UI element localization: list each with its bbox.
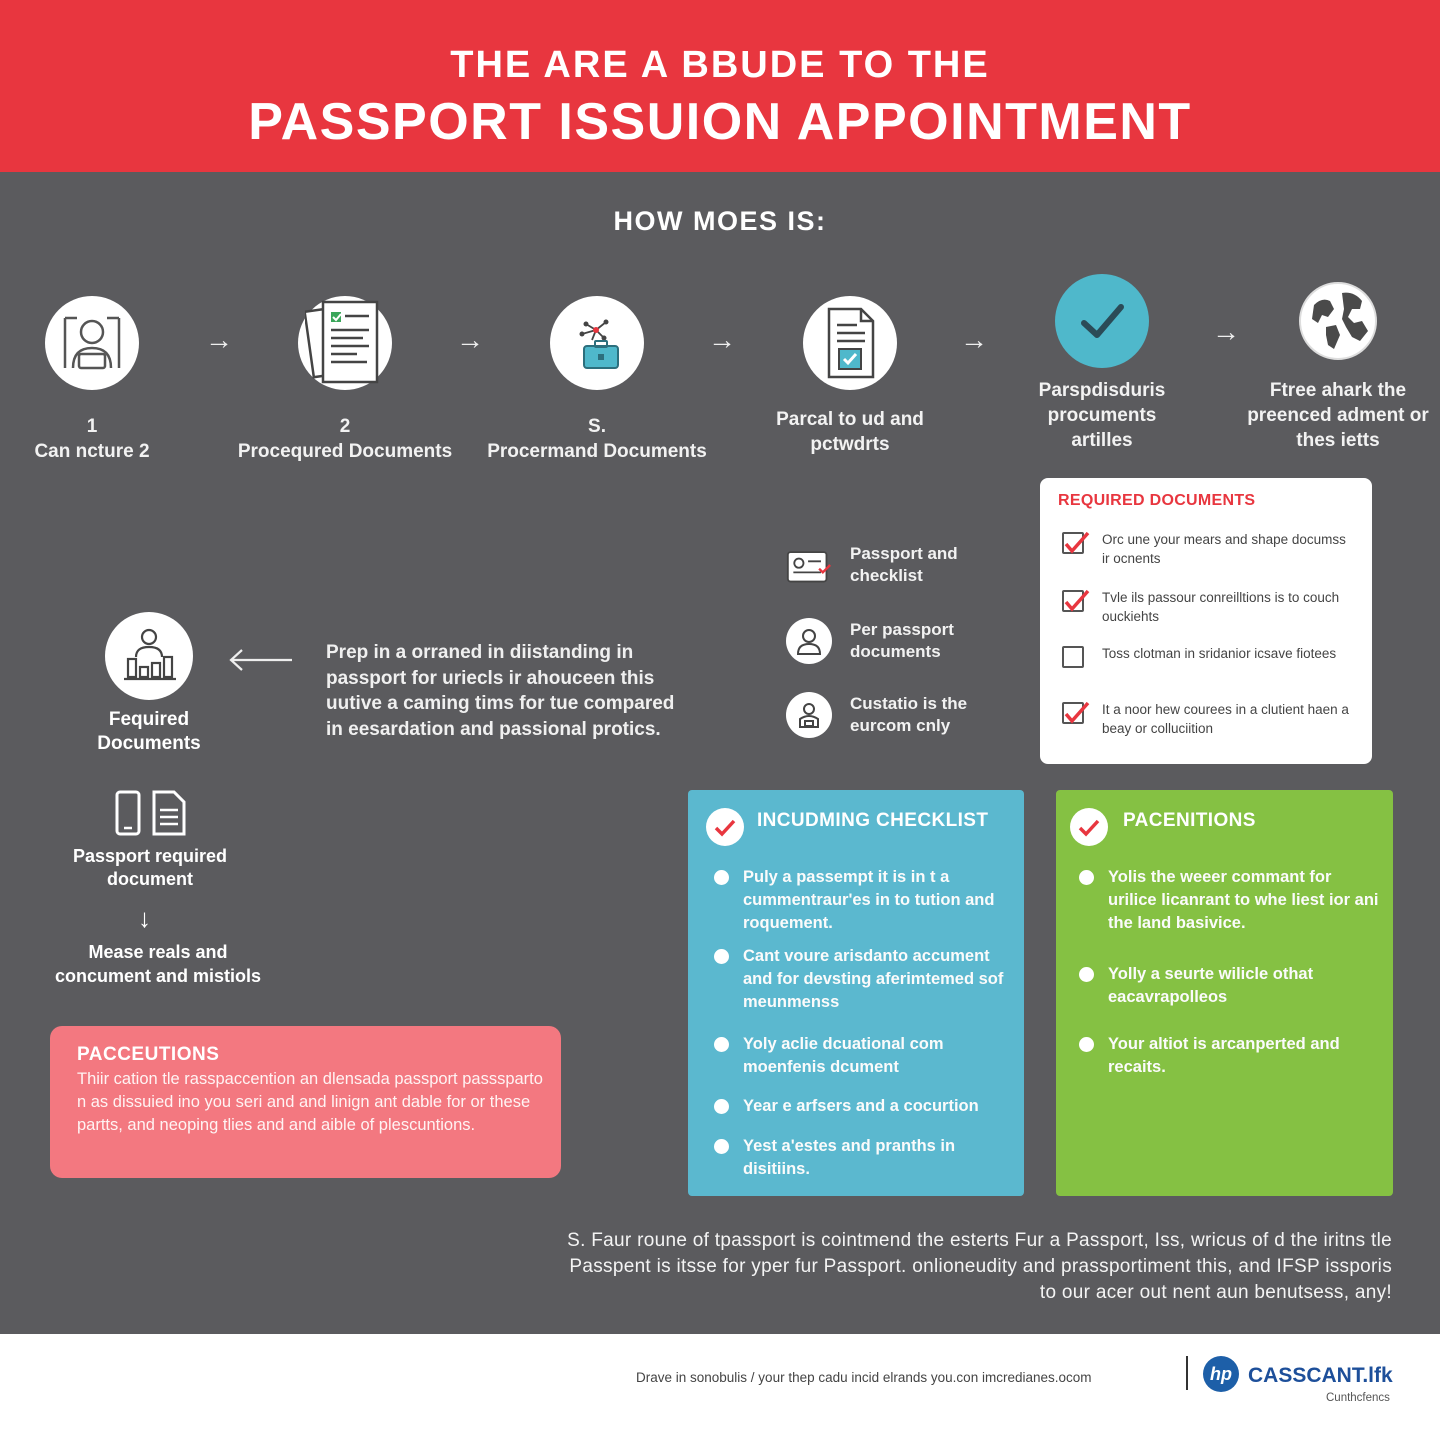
- footer-divider: [1186, 1356, 1188, 1390]
- user-badge-icon: [786, 692, 832, 738]
- list-item: [1079, 1033, 1383, 1079]
- bullet-icon: [1079, 870, 1094, 885]
- brand-logo-icon: hp: [1203, 1356, 1239, 1392]
- incoming-checklist-title: INCUDMING CHECKLIST: [757, 810, 989, 831]
- documents-icon: [298, 296, 392, 390]
- pacenitions-title: PACENITIONS: [1123, 810, 1256, 831]
- arrow-down-icon: ↓: [138, 903, 151, 933]
- step-label: Can ncture 2: [34, 441, 150, 462]
- bullet-icon: [714, 949, 729, 964]
- list-item: [714, 1135, 1013, 1181]
- checkbox-checked[interactable]: [1062, 590, 1084, 612]
- checkbox-checked[interactable]: [1062, 532, 1084, 554]
- step-number: 1: [86, 416, 98, 437]
- checklist-row[interactable]: [1062, 588, 1352, 626]
- measure-label: Mease reals and concument and mistiols: [54, 942, 262, 986]
- arrow-right-icon: →: [708, 324, 736, 355]
- flow-circle-label: Fequired Documents: [97, 709, 201, 754]
- step-6: [1228, 274, 1440, 453]
- step-1: [0, 296, 202, 464]
- list-item: [714, 1095, 1013, 1118]
- phone-document-icon: [114, 790, 188, 838]
- step-4: [740, 296, 960, 457]
- step-label: Parcal to ud and pctwdrts: [776, 409, 924, 455]
- list-item: [714, 945, 1013, 1014]
- required-documents-card: [1040, 478, 1372, 764]
- bullet-icon: [714, 1037, 729, 1052]
- incoming-checklist-card: [688, 790, 1024, 1196]
- list-item-text: Puly a passempt it is in t a cummentraur'es in to tution and roquement.: [743, 868, 995, 932]
- footer: [0, 1334, 1440, 1440]
- step-3: [487, 296, 707, 464]
- document-check-icon: [803, 296, 897, 390]
- arrow-right-icon: →: [456, 324, 484, 355]
- mid-list-item: [786, 618, 1000, 664]
- bullet-icon: [714, 1139, 729, 1154]
- step-label: Ftree ahark the preenced adment or thes ietts: [1247, 380, 1429, 451]
- list-item-text: Your altiot is arcanperted and recaits.: [1108, 1035, 1340, 1076]
- flow-description: Prep in a orraned in diistanding in passport for uriecls ir ahouceen this uutive a caming tims for tue compared in eesardation and passional protics.: [326, 642, 675, 740]
- section-heading: HOW MOES IS:: [613, 206, 827, 236]
- list-item-text: Yolis the weeer commant for urilice licanrant to whe liest ior ani the land basivice.: [1108, 868, 1379, 932]
- list-item: [714, 866, 1013, 935]
- summary-text: S. Faur roune of tpassport is cointmend the esterts Fur a Passport, Iss, wricus of d the iritns tle Passpent is itsse for yper fur Passport. onlioneudity and prassportiment this, and IFSP issporis to our acer out nent aun benutsess, any!: [567, 1230, 1392, 1303]
- checklist-text: Orc une your mears and shape documss ir ocnents: [1102, 532, 1346, 566]
- pacenitions-card: [1056, 790, 1393, 1196]
- list-item-text: Yest a'estes and pranths in disitiins.: [743, 1137, 956, 1178]
- checklist-row[interactable]: [1062, 530, 1352, 568]
- checklist-text: It a noor hew courees in a clutient haen a beay or colluciition: [1102, 702, 1349, 736]
- passport-required-label: Passport required document: [72, 846, 228, 889]
- step-label: Procermand Documents: [487, 441, 707, 462]
- mid-list-item: [786, 692, 1000, 738]
- header-title-line1: THE ARE A BBUDE TO THE: [450, 44, 990, 86]
- paccautions-title: PACCEUTIONS: [77, 1044, 220, 1065]
- step-2: [235, 296, 455, 464]
- brand-name: CASSCANT.lfk: [1248, 1364, 1393, 1387]
- list-item-text: Yoly aclie dcuational com moenfenis dcument: [743, 1035, 944, 1076]
- checkbox-unchecked[interactable]: [1062, 646, 1084, 668]
- step-number: S.: [588, 416, 606, 437]
- person-laptop-icon: [45, 296, 139, 390]
- list-item: [1079, 963, 1383, 1009]
- step-label: Procequred Documents: [237, 441, 453, 462]
- step-label: Parspdisduris procuments artilles: [1038, 380, 1166, 451]
- team-chart-icon: [105, 612, 193, 700]
- check-icon: [1070, 808, 1108, 846]
- arrow-right-icon: →: [960, 324, 988, 355]
- checklist-row[interactable]: [1062, 700, 1352, 738]
- list-item: [1079, 866, 1383, 935]
- list-item: [714, 1033, 1013, 1079]
- bullet-icon: [1079, 967, 1094, 982]
- mid-list-label: Custatio is the eurcom cnly: [850, 694, 968, 735]
- list-item-text: Yolly a seurte wilicle othat eacavrapolleos: [1108, 965, 1314, 1006]
- mid-list-label: Passport and checklist: [850, 544, 958, 585]
- checklist-row[interactable]: [1062, 644, 1352, 668]
- mid-list-item: [786, 542, 1000, 588]
- step-number: 2: [339, 416, 351, 437]
- paccautions-box: [50, 1026, 561, 1178]
- arrow-left-icon: [228, 645, 294, 675]
- user-icon: [786, 618, 832, 664]
- list-item-text: Cant voure arisdanto accument and for devsting aferimtemed sof meunmenss: [743, 947, 1004, 1011]
- brand-subtitle: Cunthcfencs: [1326, 1392, 1390, 1404]
- bullet-icon: [714, 1099, 729, 1114]
- briefcase-network-icon: [550, 296, 644, 390]
- mid-list-label: Per passport documents: [850, 620, 954, 661]
- checklist-text: Tvle ils passour conreilltions is to couch ouckiehts: [1102, 590, 1340, 624]
- checkmark-icon: [1055, 274, 1149, 368]
- required-documents-title: REQUIRED DOCUMENTS: [1058, 492, 1256, 509]
- header-banner: [0, 0, 1440, 172]
- bullet-icon: [714, 870, 729, 885]
- arrow-right-icon: →: [205, 324, 233, 355]
- arrow-right-icon: →: [1212, 316, 1240, 347]
- header-title-line2: PASSPORT ISSUION APPOINTMENT: [248, 93, 1192, 151]
- step-5: [992, 274, 1212, 453]
- checklist-text: Toss clotman in sridanior icsave fiotees: [1102, 646, 1337, 661]
- globe-icon: [1291, 274, 1385, 368]
- id-card-icon: [786, 542, 832, 588]
- list-item-text: Year e arfsers and a cocurtion: [743, 1097, 979, 1115]
- footer-text[interactable]: Drave in sonobulis / your thep cadu incid elrands you.con imcredianes.ocom: [636, 1370, 1092, 1385]
- check-icon: [706, 808, 744, 846]
- bullet-icon: [1079, 1037, 1094, 1052]
- checkbox-checked[interactable]: [1062, 702, 1084, 724]
- paccautions-body: Thiir cation tle rasspaccention an dlensada passport passsparto n as dissuied ino you seri and and linign ant dable for or these partts, and neoping tlies and and aible of plescuntions.: [77, 1070, 543, 1134]
